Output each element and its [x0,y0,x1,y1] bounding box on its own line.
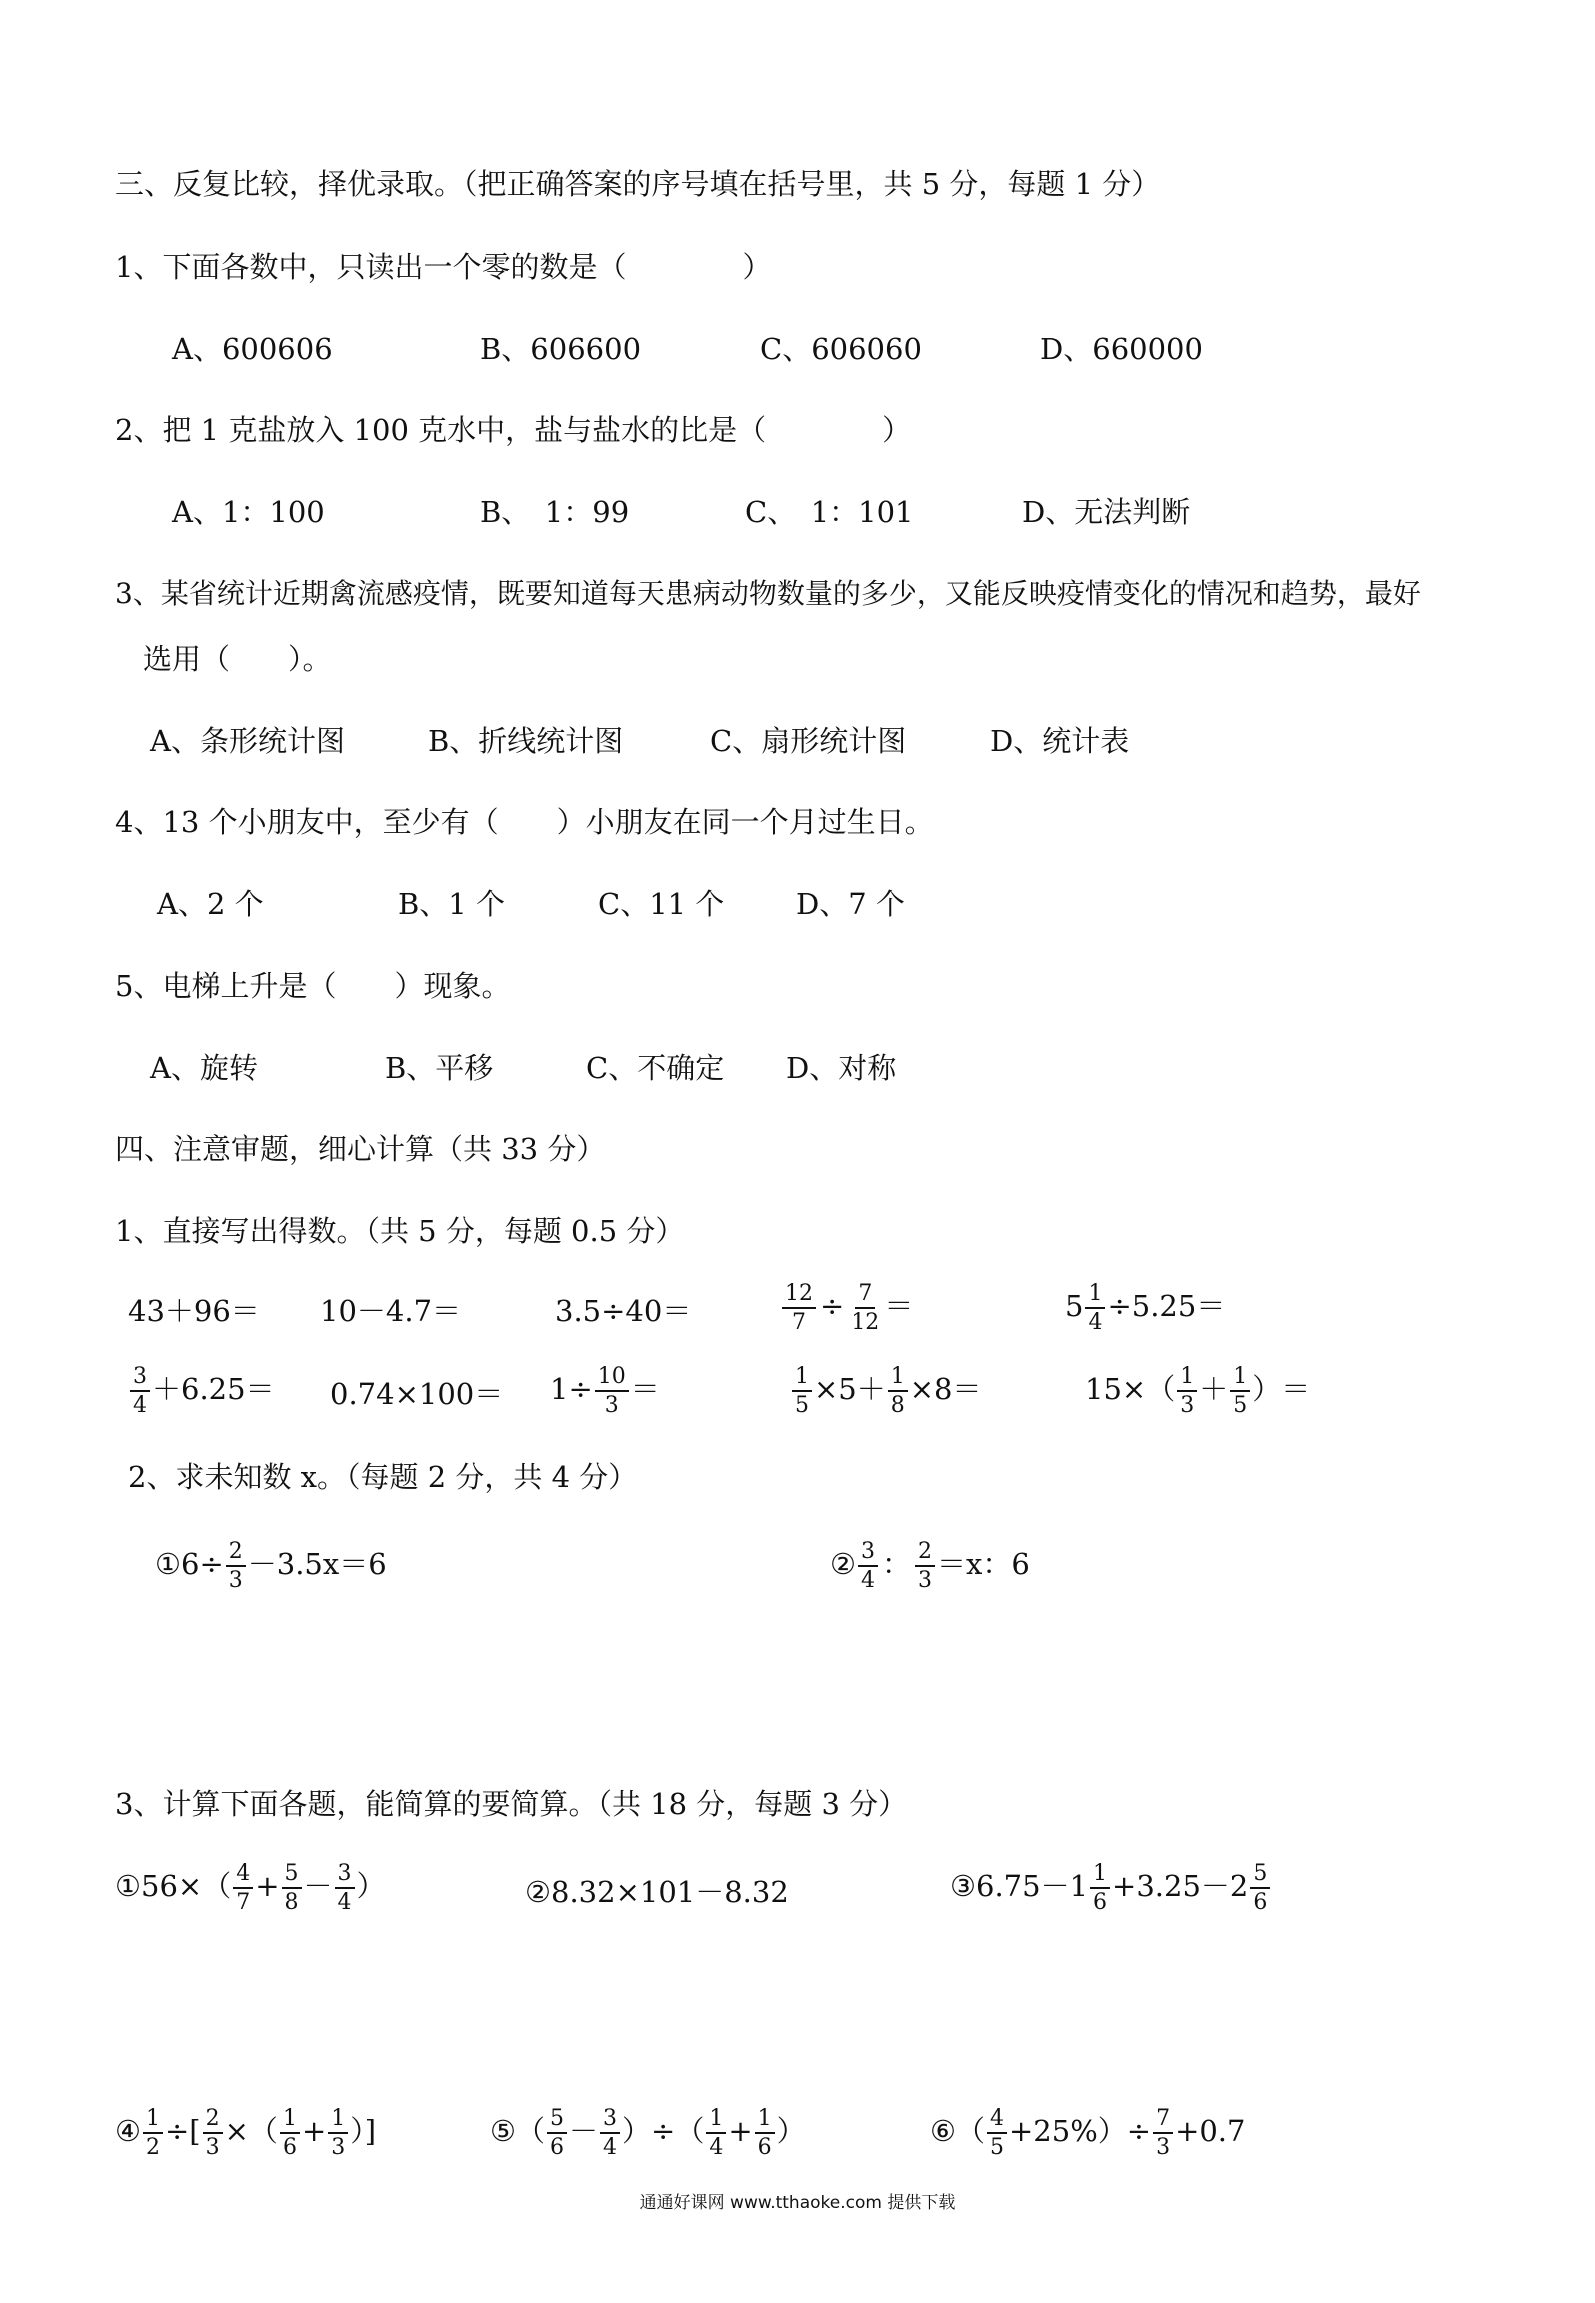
fraction: $\frac{3}{4}$ [600,2107,620,2159]
fraction: $\frac{5}{6}$ [1250,1862,1270,1914]
fraction: $\frac{1}{2}$ [143,2107,163,2159]
page-footer: 通通好课网 www.tthaoke.com 提供下载 [639,2193,956,2213]
fraction: $\frac{3}{4}$ [335,1862,355,1914]
q2-option-a: A、1：100 [172,495,325,529]
q2-option-d: D、无法判断 [1022,495,1191,529]
section3-title: 三、反复比较，择优录取。（把正确答案的序号填在括号里，共 5 分，每题 1 分） [115,167,1161,201]
calc-item-10: 15×（ $\frac{1}{3}$ ＋ $\frac{1}{5}$ ）＝ [1085,1364,1311,1419]
fraction: $\frac{1}{3}$ [1177,1365,1197,1417]
part2-title: 2、求未知数 x。（每题 2 分，共 4 分） [128,1460,638,1494]
q4-option-c: C、11 个 [598,887,725,921]
fraction: $\frac{1}{4}$ [706,2107,726,2159]
calc-item-3: 3.5÷40＝ [555,1294,692,1328]
q1-option-b: B、606600 [480,332,642,366]
calc-item-6: $\frac{3}{4}$ ＋6.25＝ [128,1365,275,1417]
q2-stem: 2、把 1 克盐放入 100 克水中，盐与盐水的比是（ ） [115,413,912,447]
calc-item-1: 43＋96＝ [128,1294,260,1328]
q1-option-d: D、660000 [1040,332,1203,366]
calc-item-5: 5 $\frac{1}{4}$ ÷5.25＝ [1065,1281,1226,1336]
q3-stem-line1: 3、某省统计近期禽流感疫情，既要知道每天患病动物数量的多少，又能反映疫情变化的情况和趋势，最好 [115,577,1421,610]
fraction: $\frac{7}{12}$ [851,1281,880,1336]
q4-option-b: B、1 个 [398,887,505,921]
part3-title: 3、计算下面各题，能简算的要简算。（共 18 分，每题 3 分） [115,1787,908,1821]
q3-option-c: C、扇形统计图 [710,724,907,758]
q5-option-b: B、平移 [385,1051,494,1085]
q2-option-b: B、 1：99 [480,495,630,529]
problem-2: ②8.32×101－8.32 [525,1875,789,1909]
q3-stem-line2: 选用（ ）。 [143,642,332,676]
fraction: $\frac{1}{6}$ [755,2107,775,2159]
q5-option-d: D、对称 [786,1051,897,1085]
fraction: $\frac{4}{7}$ [233,1862,253,1914]
q1-stem: 1、下面各数中，只读出一个零的数是（ ） [115,250,772,284]
section4-title: 四、注意审题，细心计算（共 33 分） [115,1132,606,1166]
fraction: $\frac{7}{3}$ [1153,2107,1173,2159]
q4-option-d: D、7 个 [796,887,905,921]
fraction: $\frac{1}{6}$ [1090,1862,1110,1914]
problem-3: ③6.75－1 $\frac{1}{6}$ +3.25－2 $\frac{5}{6}$ [950,1862,1272,1914]
calc-item-8: 1÷ $\frac{10}{3}$ ＝ [550,1364,660,1419]
fraction: $\frac{5}{8}$ [282,1862,302,1914]
q5-stem: 5、电梯上升是（ ）现象。 [115,969,511,1003]
problem-1: ①56×（ $\frac{4}{7}$ + $\frac{5}{8}$ － $\frac{3}{4}$ ） [115,1861,386,1916]
fraction: $\frac{1}{3}$ [328,2107,348,2159]
q3-option-d: D、统计表 [990,724,1130,758]
calc-item-9: $\frac{1}{5}$ ×5＋ $\frac{1}{8}$ ×8＝ [790,1365,982,1417]
fraction: $\frac{2}{3}$ [915,1540,935,1592]
fraction: $\frac{2}{3}$ [226,1540,246,1592]
fraction: $\frac{3}{4}$ [858,1540,878,1592]
equation-2: ② $\frac{3}{4}$ ： $\frac{2}{3}$ ＝x：6 [830,1539,1030,1594]
equation-1: ①6÷ $\frac{2}{3}$ －3.5x＝6 [155,1539,387,1594]
problem-4: ④ $\frac{1}{2}$ ÷[ $\frac{2}{3}$ ×（ $\frac{1}{6}$ + $\frac{1}{3}$ ）] [115,2106,377,2161]
fraction: $\frac{3}{4}$ [130,1365,150,1417]
q3-option-b: B、折线统计图 [428,724,624,758]
fraction: $\frac{12}{7}$ [782,1282,816,1334]
q1-option-a: A、600606 [172,332,333,366]
fraction: $\frac{1}{6}$ [280,2107,300,2159]
fraction: $\frac{10}{3}$ [595,1365,629,1417]
fraction: $\frac{1}{5}$ [1230,1365,1250,1417]
fraction: $\frac{5}{6}$ [547,2107,567,2159]
fraction: $\frac{1}{4}$ [1085,1282,1105,1334]
calc-item-4: $\frac{12}{7}$ ÷ $\frac{7}{12}$ ＝ [780,1282,913,1334]
fraction: $\frac{4}{5}$ [987,2107,1007,2159]
fraction: $\frac{2}{3}$ [203,2107,223,2159]
problem-6: ⑥（ $\frac{4}{5}$ +25%）÷ $\frac{7}{3}$ +0.7 [930,2106,1246,2161]
problem-5: ⑤（ $\frac{5}{6}$ － $\frac{3}{4}$ ）÷（ $\frac{1}{4}$ + $\frac{1}{6}$ ） [490,2106,806,2161]
q5-option-c: C、不确定 [586,1051,725,1085]
q4-stem: 4、13 个小朋友中，至少有（ ）小朋友在同一个月过生日。 [115,805,934,839]
fraction: $\frac{1}{5}$ [792,1365,812,1417]
q5-option-a: A、旋转 [150,1051,258,1085]
q2-option-c: C、 1：101 [745,495,914,529]
part1-title: 1、直接写出得数。（共 5 分，每题 0.5 分） [115,1214,685,1248]
calc-item-2: 10－4.7＝ [320,1294,462,1328]
calc-item-7: 0.74×100＝ [330,1377,504,1411]
q3-option-a: A、条形统计图 [150,724,345,758]
q4-option-a: A、2 个 [157,887,264,921]
q1-option-c: C、606060 [760,332,922,366]
fraction: $\frac{1}{8}$ [888,1365,908,1417]
